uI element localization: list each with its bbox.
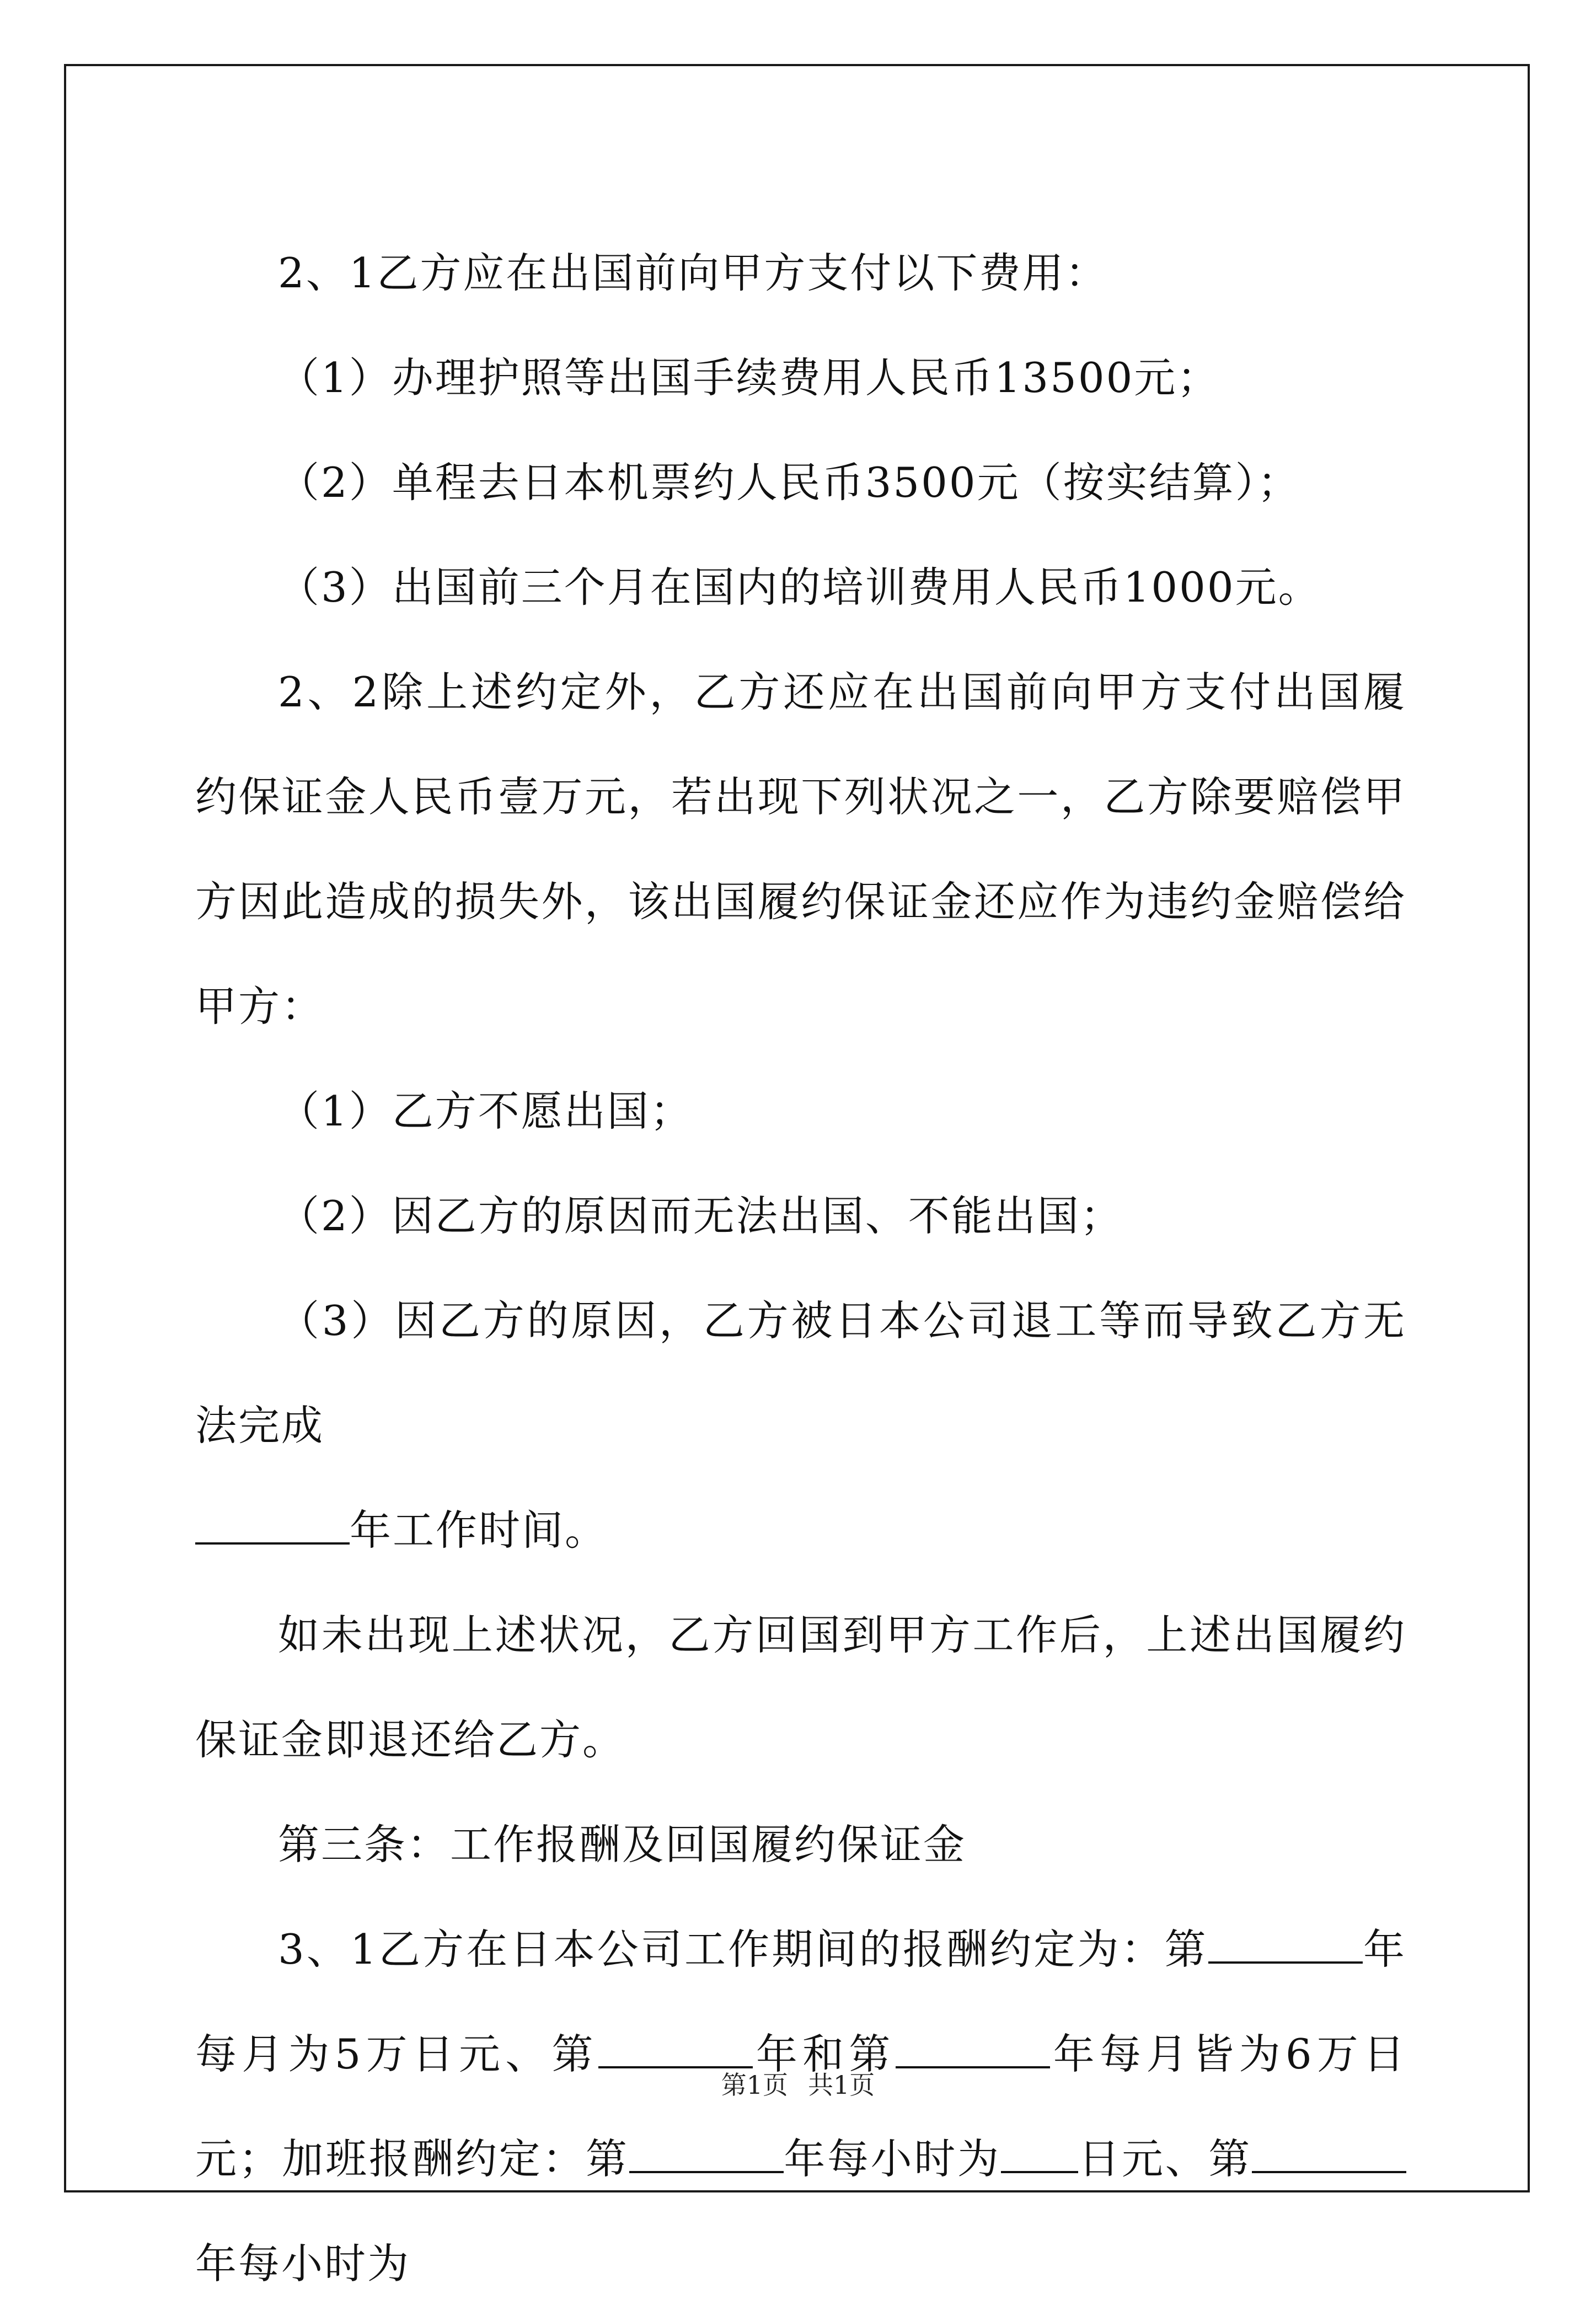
fill-blank [896, 2032, 1050, 2068]
list-item-fee-1: （1）办理护照等出国手续费用人民币13500元； [278, 353, 1220, 402]
list-item-fee-3: （3）出国前三个月在国内的培训费用人民币1000元。 [278, 563, 1321, 612]
paragraph-2-2: 2、2除上述约定外，乙方还应在出国前向甲方支付出国履约保证金人民币壹万元，若出现下列状况之一，乙方除要赔偿甲方因此造成的损失外，该出国履约保证金还应作为违约金赔偿给甲方： [195, 668, 1406, 1031]
text-segment: 日元、第 [1078, 2135, 1252, 2183]
fill-blank [598, 2032, 753, 2068]
fill-blank [1001, 2137, 1078, 2173]
list-item-fee-2: （2）单程去日本机票约人民币3500元（按实结算）； [278, 458, 1301, 507]
text-segment: 年每月为5万日元、第 [195, 1925, 1406, 2078]
page-number-total: 共1页 [808, 2070, 875, 2100]
section-heading-article-3: 第三条：工作报酬及回国履约保证金 [278, 1820, 967, 1869]
list-item-breach-2: （2）因乙方的原因而无法出国、不能出国； [278, 1192, 1123, 1240]
text-segment: 年和第 [752, 2030, 896, 2078]
text-segment: 年每小时为 [195, 2239, 411, 2288]
text-segment: 年每小时为 [783, 2135, 1001, 2183]
list-item-breach-3: （3）因乙方的原因，乙方被日本公司退工等而导致乙方无法完成 [195, 1296, 1406, 1450]
list-item-breach-1: （1）乙方不愿出国； [278, 1087, 693, 1135]
paragraph-3-1 [195, 1897, 1406, 2316]
blank-suffix-text: 年工作时间。 [350, 1506, 608, 1554]
list-item-breach-3-continued [195, 1478, 1406, 1583]
page-footer [0, 2065, 1596, 2101]
page-number-current: 第1页 [721, 2070, 788, 2100]
text-segment: 3、1乙方在日本公司工作期间的报酬约定为：第 [278, 1925, 1208, 1974]
fill-blank [629, 2137, 784, 2173]
fill-blank [195, 1508, 350, 1545]
paragraph-2-1: 2、1乙方应在出国前向甲方支付以下费用： [278, 249, 1108, 297]
text-segment: 年每月皆为6万日元；加班报酬约定：第 [195, 2030, 1406, 2183]
fill-blank [1208, 1927, 1363, 1964]
document-body [195, 221, 1406, 2316]
paragraph-refund: 如未出现上述状况，乙方回国到甲方工作后，上述出国履约保证金即退还给乙方。 [195, 1611, 1406, 1764]
fill-blank [1252, 2137, 1406, 2173]
